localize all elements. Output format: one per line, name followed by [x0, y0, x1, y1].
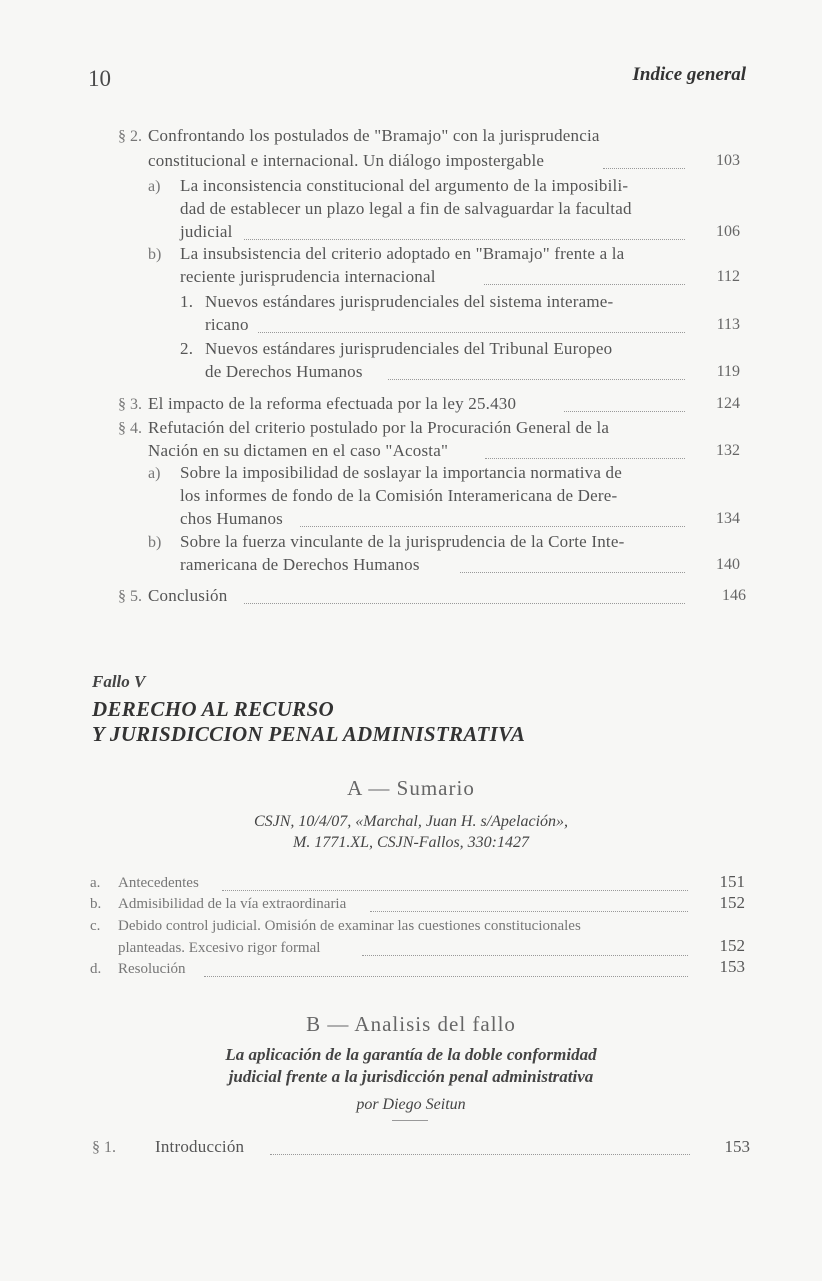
page-number: 10	[88, 66, 111, 91]
page-ref: 132	[716, 442, 740, 459]
toc-line: Conclusión	[148, 586, 228, 605]
toc-line: Confrontando los postulados de "Bramajo" con la jurisprudencia	[148, 126, 600, 145]
toc-line: constitucional e internacional. Un diálogo impostergable	[148, 151, 545, 170]
item-letter: d.	[90, 961, 102, 977]
dot-leader	[362, 955, 688, 956]
toc-line: Refutación del criterio postulado por la Procuración General de la	[148, 418, 610, 437]
toc-line: los informes de fondo de la Comisión Interamericana de Dere-	[180, 486, 618, 505]
toc-line: Resolución	[118, 961, 186, 977]
toc-line: Introducción	[155, 1137, 245, 1156]
citation-line-1: CSJN, 10/4/07, «Marchal, Juan H. s/Apelación»,	[253, 813, 569, 830]
toc-line: planteadas. Excesivo rigor formal	[118, 940, 321, 956]
section-number: § 4.	[118, 420, 142, 437]
section-number: § 2.	[118, 128, 142, 145]
section-number: § 1.	[92, 1139, 116, 1156]
page-ref: 103	[716, 152, 740, 169]
page-ref: 146	[722, 587, 746, 604]
item-letter: b.	[90, 896, 102, 912]
toc-line: Nuevos estándares jurisprudenciales del sistema interame-	[205, 292, 614, 311]
dot-leader	[460, 572, 685, 573]
citation-line-2: M. 1771.XL, CSJN-Fallos, 330:1427	[293, 834, 529, 851]
subsection-letter: b)	[148, 534, 162, 551]
toc-line: Debido control judicial. Omisión de examinar las cuestiones constitucionales	[118, 918, 581, 934]
subsection-letter: a)	[148, 178, 161, 195]
dot-leader	[603, 168, 685, 169]
dot-leader	[244, 239, 685, 240]
toc-line: chos Humanos	[180, 509, 283, 528]
page-ref: 112	[716, 268, 740, 285]
toc-line: La insubsistencia del criterio adoptado en "Bramajo" frente a la	[180, 244, 625, 263]
item-number: 2.	[180, 339, 194, 358]
toc-line: Sobre la fuerza vinculante de la jurisprudencia de la Corte Inte-	[180, 532, 625, 551]
dot-leader	[204, 976, 688, 977]
dot-leader	[258, 332, 685, 333]
page-ref: 113	[716, 316, 740, 333]
toc-line: ramericana de Derechos Humanos	[180, 555, 420, 574]
page-ref: 134	[716, 510, 740, 527]
analisis-heading: B — Analisis del fallo	[306, 1012, 516, 1036]
toc-line: reciente jurisprudencia internacional	[180, 267, 436, 286]
analisis-author: por Diego Seitun	[356, 1096, 466, 1113]
dot-leader	[370, 911, 688, 912]
toc-line: Sobre la imposibilidad de soslayar la importancia normativa de	[180, 463, 623, 482]
page-ref: 152	[719, 893, 745, 912]
toc-line: Nación en su dictamen en el caso "Acosta"	[148, 441, 449, 460]
page-ref: 106	[716, 223, 740, 240]
toc-line: Nuevos estándares jurisprudenciales del Tribunal Europeo	[205, 339, 613, 358]
section-number: § 5.	[118, 588, 142, 605]
page-ref: 153	[719, 957, 745, 976]
subsection-letter: a)	[148, 465, 161, 482]
item-letter: c.	[90, 918, 101, 934]
page-ref: 152	[719, 936, 745, 955]
toc-line: El impacto de la reforma efectuada por la ley 25.430	[148, 394, 517, 413]
dot-leader	[388, 379, 685, 380]
dot-leader	[564, 411, 685, 412]
analisis-title-line-1: La aplicación de la garantía de la doble conformidad	[225, 1045, 597, 1064]
sumario-heading: A — Sumario	[347, 776, 475, 800]
analisis-title-line-2: judicial frente a la jurisdicción penal administrativa	[228, 1067, 594, 1086]
running-header-title: Indice general	[632, 64, 746, 85]
fallo-title-line-2: Y JURISDICCION PENAL ADMINISTRATIVA	[92, 722, 526, 746]
separator-rule	[392, 1120, 428, 1121]
toc-line: Admisibilidad de la vía extraordinaria	[118, 896, 347, 912]
toc-line: ricano	[205, 315, 249, 334]
page-ref: 124	[716, 395, 740, 412]
toc-line: dad de establecer un plazo legal a fin de salvaguardar la facultad	[180, 199, 632, 218]
fallo-label: Fallo V	[92, 672, 146, 691]
dot-leader	[244, 603, 685, 604]
dot-leader	[270, 1154, 690, 1155]
page-ref: 119	[716, 363, 740, 380]
fallo-title-line-1: DERECHO AL RECURSO	[92, 697, 334, 721]
toc-line: La inconsistencia constitucional del argumento de la imposibili-	[180, 176, 629, 195]
item-letter: a.	[90, 875, 101, 891]
page-ref: 153	[724, 1137, 750, 1156]
dot-leader	[222, 890, 688, 891]
dot-leader	[485, 458, 685, 459]
dot-leader	[300, 526, 685, 527]
section-number: § 3.	[118, 396, 142, 413]
dot-leader	[484, 284, 685, 285]
toc-line: de Derechos Humanos	[205, 362, 363, 381]
toc-line: judicial	[180, 222, 233, 241]
page-ref: 140	[716, 556, 740, 573]
subsection-letter: b)	[148, 246, 162, 263]
toc-line: Antecedentes	[118, 875, 199, 891]
page-ref: 151	[719, 872, 745, 891]
item-number: 1.	[180, 292, 194, 311]
